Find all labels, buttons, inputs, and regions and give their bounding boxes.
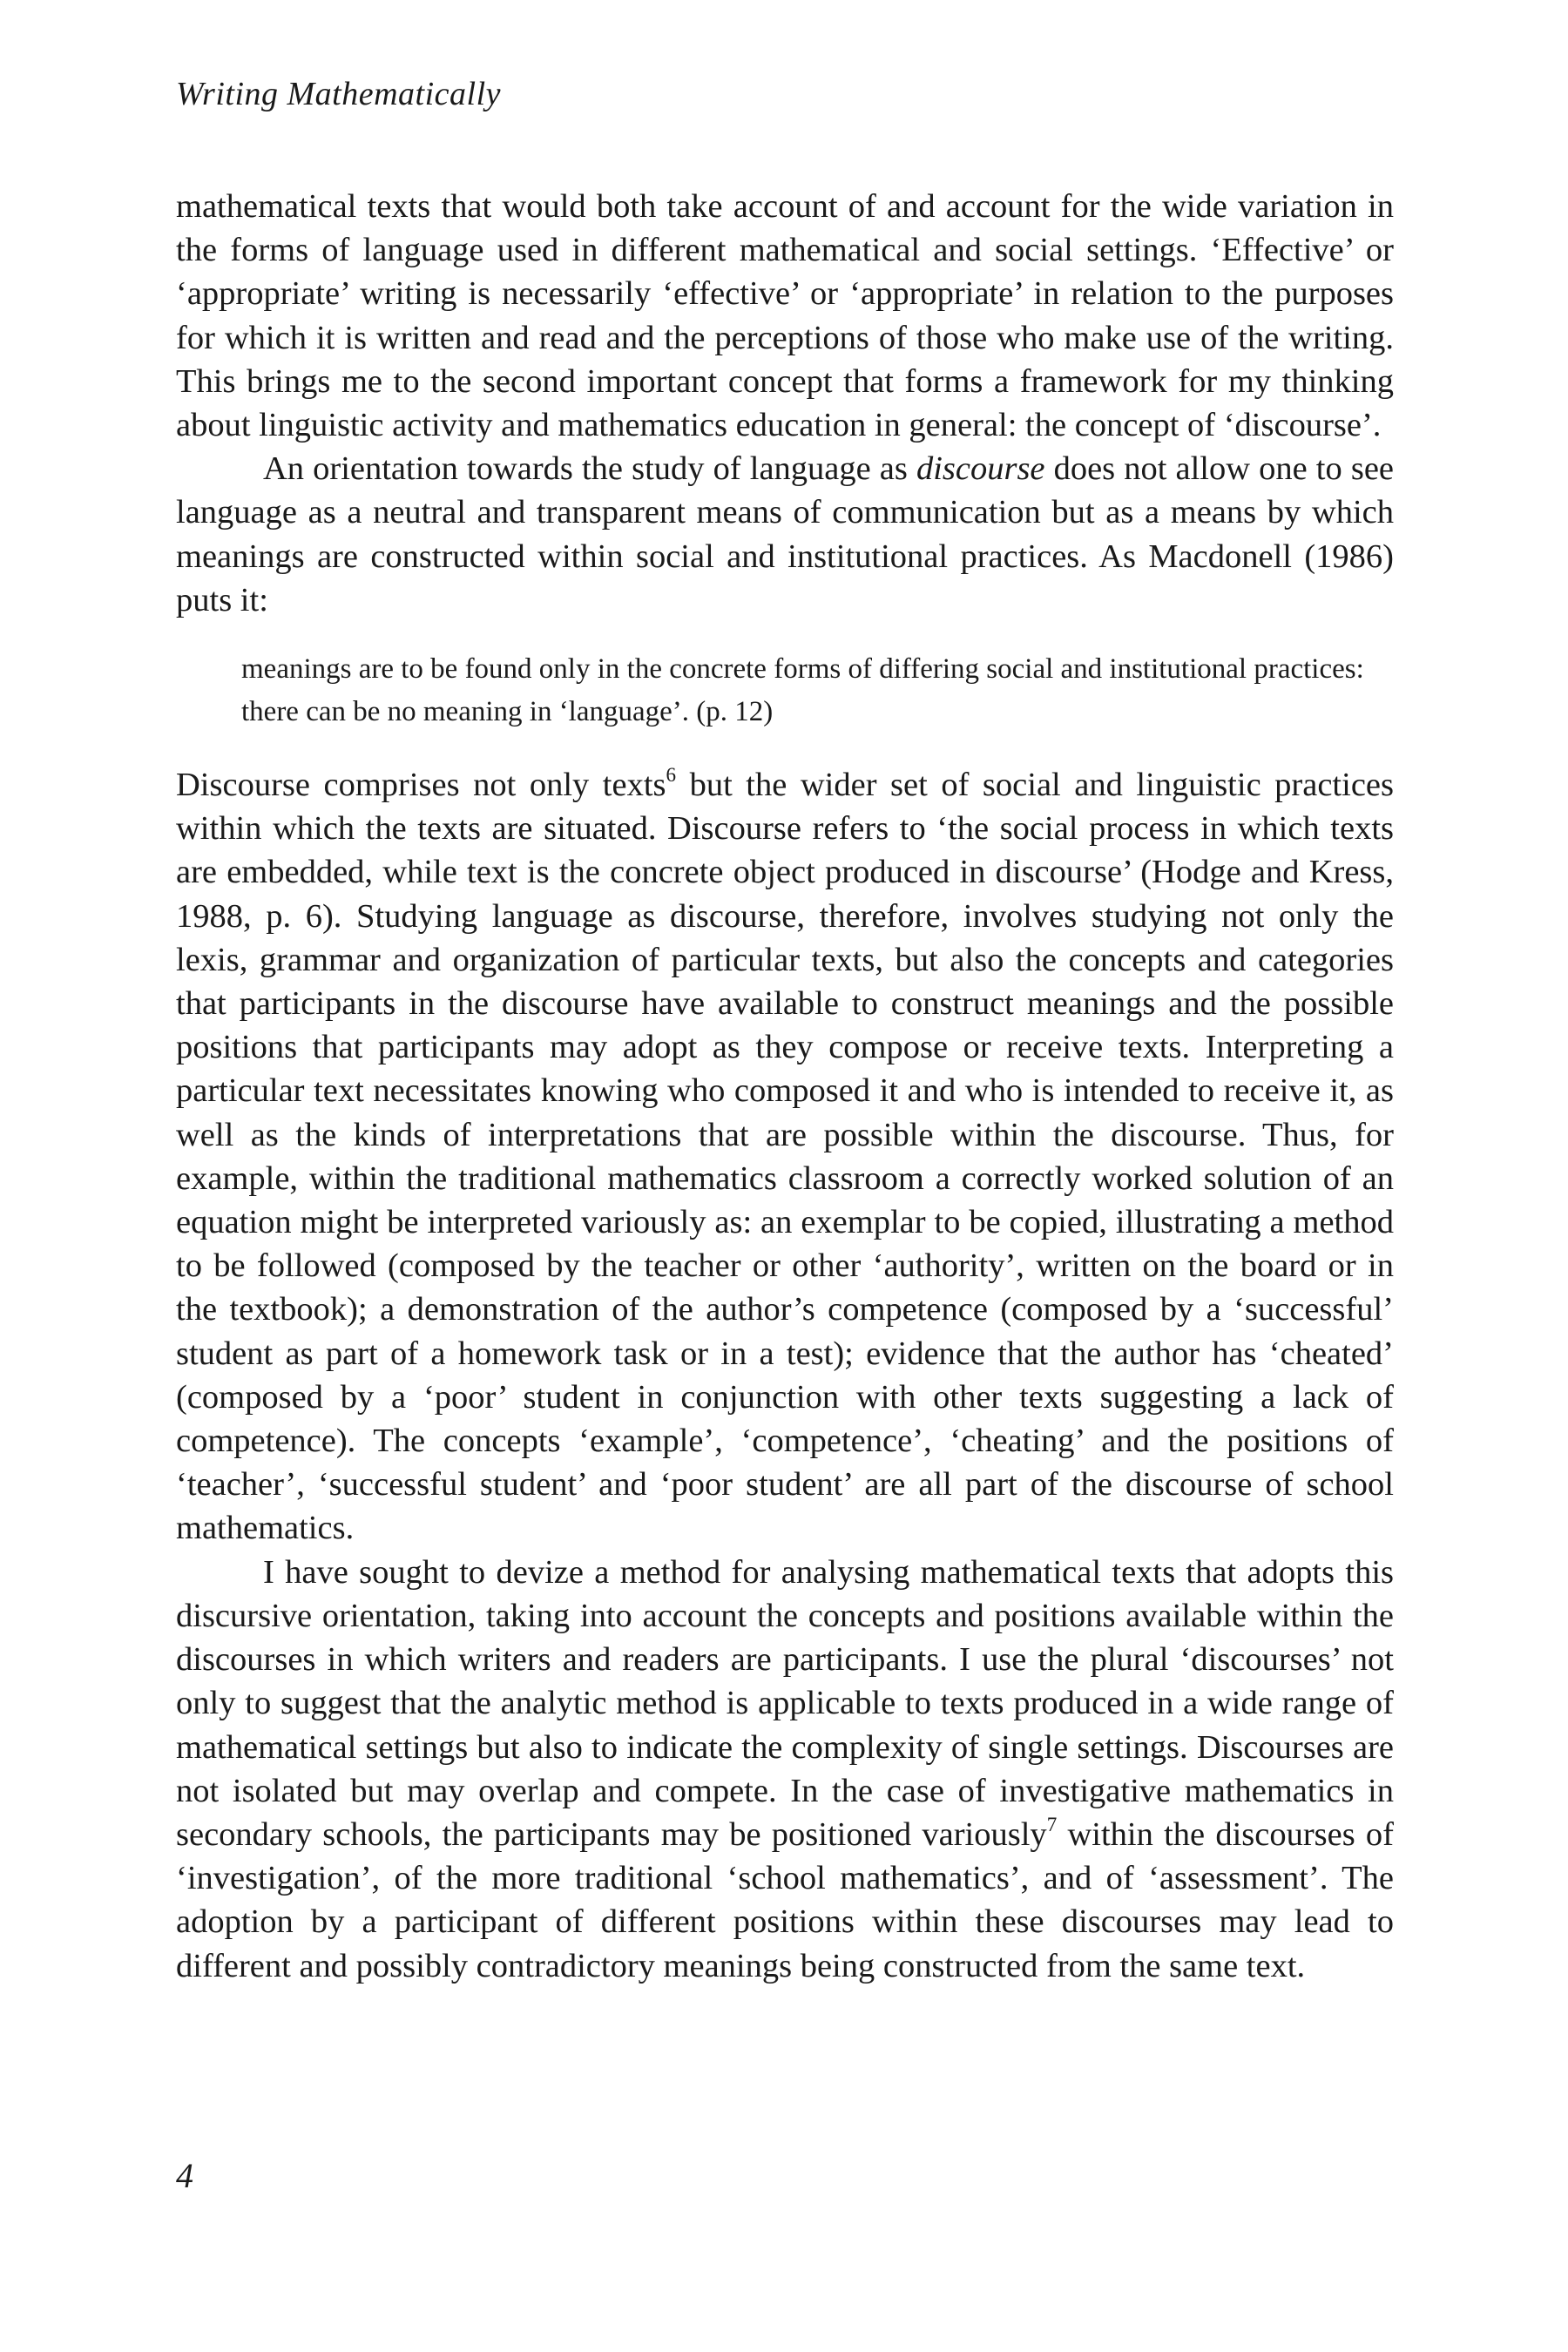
paragraph-2: [176, 447, 1394, 622]
paragraph-4: [176, 1551, 1394, 1988]
paragraph-4-text-b: within the discourses of ‘investigation’, of the more traditional ‘school mathematics’, and of ‘assessment’. The adoption by a participant of different positions within these discourses may lead to different and possibly contradictory meanings being constructed from the same text.: [176, 1815, 1394, 1984]
paragraph-3-text-b: but the wider set of social and linguistic practices within which the texts are situated. Discourse refers to ‘the social process in which texts are embedded, while text is the concrete object produced in discourse’ (Hodge and Kress, 1988, p. 6). Studying language as discourse, therefore, involves studying not only the lexis, grammar and organization of particular texts, but also the concepts and categories that participants in the discourse have available to construct meanings and the possible positions that participants may adopt as they compose or receive texts. Interpreting a particular text necessitates knowing who composed it and who is intended to receive it, as well as the kinds of interpretations that are possible within the discourse. Thus, for example, within the traditional mathematics classroom a correctly worked solution of an equation might be interpreted variously as: an exemplar to be copied, illustrating a method to be followed (composed by the teacher or other ‘authority’, written on the board or in the textbook); a demonstration of the author’s competence (composed by a ‘successful’ student as part of a homework task or in a test); evidence that the author has ‘cheated’ (composed by a ‘poor’ student in conjunction with other texts suggesting a lack of competence). The concepts ‘example’, ‘competence’, ‘cheating’ and the positions of ‘teacher’, ‘successful student’ and ‘poor student’ are all part of the discourse of school mathematics.: [176, 767, 1394, 1547]
running-head: Writing Mathematically: [176, 76, 502, 112]
paragraph-2-emphasis: discourse: [916, 450, 1045, 488]
paragraph-3: [176, 763, 1394, 1551]
page-number: 4: [176, 2156, 193, 2195]
paragraph-3-text-a: Discourse comprises not only texts: [176, 767, 666, 804]
footnote-ref-7: 7: [1046, 1812, 1058, 1835]
footnote-ref-6: 6: [666, 762, 677, 786]
paragraph-4-text-a: I have sought to devize a method for analysing mathematical texts that adopts this discursive orientation, taking into account the concepts and positions available within the discourses in which writers and readers are participants. I use the plural ‘discourses’ not only to suggest that the analytic method is applicable to texts produced in a wide range of mathematical settings but also to indicate the complexity of single settings. Discourses are not isolated but may overlap and compete. In the case of investigative mathematics in secondary schools, the participants may be positioned variously: [176, 1553, 1394, 1853]
paragraph-2-text-b: does not allow one to see language as a neutral and transparent means of communication but as a means by which meanings are constructed within social and institutional practices. As Macdonell (1986) puts it:: [176, 450, 1394, 618]
paragraph-2-text-a: An orientation towards the study of language as: [263, 450, 916, 488]
paragraph-1: mathematical texts that would both take account of and account for the wide variation in the forms of language used in different mathematical and social settings. ‘Effective’ or ‘appropriate’ writing is necessarily ‘effective’ or ‘appropriate’ in relation to the purposes for which it is written and read and the perceptions of those who make use of the writing. This brings me to the second important concept that forms a framework for my thinking about linguistic activity and mathematics education in general: the concept of ‘discourse’.: [176, 188, 1394, 444]
body-text: [176, 185, 1394, 1988]
block-quote: meanings are to be found only in the concrete forms of differing social and institutional practices: there can be no meaning in ‘language’. (p. 12): [241, 653, 1364, 728]
